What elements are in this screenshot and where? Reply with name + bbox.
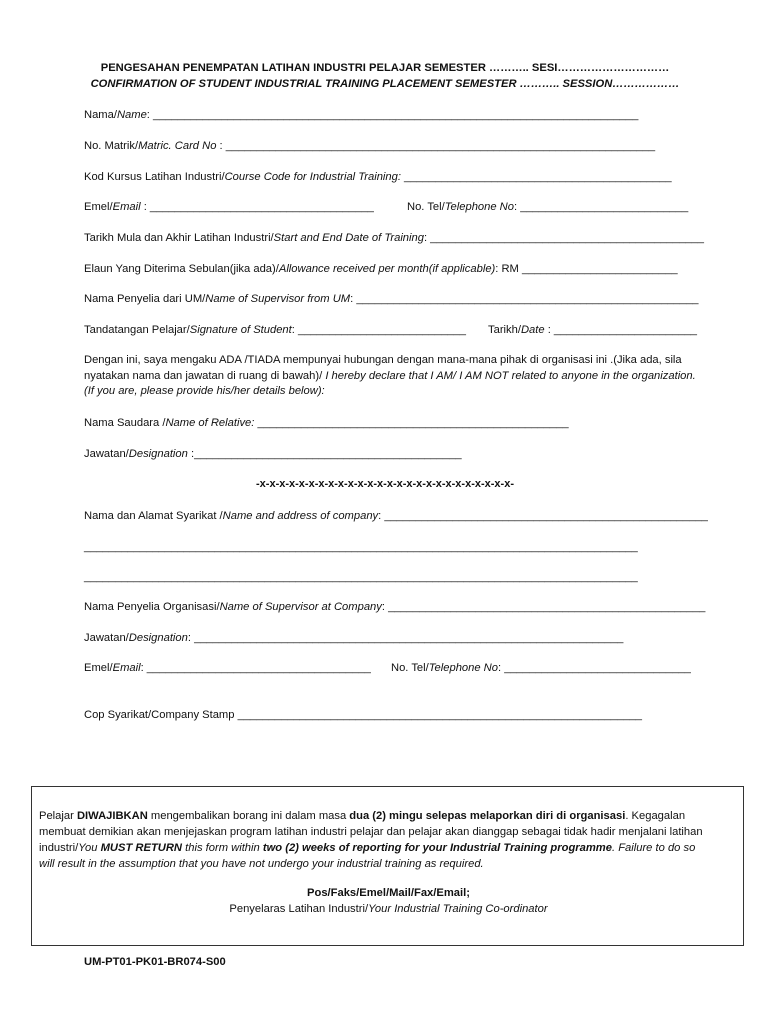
relative-designation-label-en: Designation: [128, 448, 188, 460]
company-supervisor-blank[interactable]: : ___________________________________________________: [381, 601, 706, 613]
declaration-line-1: Dengan ini, saya mengaku ADA /TIADA mempunyai hubungan dengan mana-mana pihak di organisasi ini .(Jika ada, sila: [84, 354, 682, 366]
notice-text: You: [78, 842, 101, 854]
course-blank[interactable]: ___________________________________________: [400, 171, 672, 183]
coordinator-en: Your Industrial Training Co-ordinator: [368, 903, 548, 915]
relative-name-label-en: Name of Relative:: [165, 417, 255, 429]
email-field[interactable]: [84, 200, 374, 214]
student-signature-field[interactable]: [84, 323, 466, 337]
allowance-blank[interactable]: : RM _________________________: [495, 263, 678, 275]
course-label-ms: Kod Kursus Latihan Industri/: [84, 171, 225, 183]
um-supervisor-label-en: Name of Supervisor from UM: [205, 293, 351, 305]
company-supervisor-label-en: Name of Supervisor at Company: [219, 601, 382, 613]
coordinator-line: [32, 903, 745, 915]
stamp-blank[interactable]: _________________________________________________________________: [234, 709, 643, 721]
company-blank[interactable]: : ____________________________________________________: [378, 510, 708, 522]
signature-label-en: Signature of Student: [189, 324, 292, 336]
notice-text: . Kegagalan: [625, 810, 686, 822]
company-supervisor-field[interactable]: [84, 600, 705, 614]
name-label-ms: Nama/: [84, 109, 117, 121]
name-label-en: Name: [116, 109, 147, 121]
notice-box: [31, 786, 744, 946]
company-designation-field[interactable]: [84, 631, 623, 645]
email-label-ms: Emel/: [84, 201, 113, 213]
notice-text: industri/: [39, 842, 79, 854]
phone-label-ms: No. Tel/: [407, 201, 445, 213]
coordinator-ms: Penyelaras Latihan Industri/: [229, 903, 369, 915]
notice-line-1: [39, 809, 739, 825]
declaration-line-2: [84, 369, 696, 383]
training-dates-field[interactable]: [84, 231, 704, 245]
declaration-line-3: [84, 384, 325, 398]
phone-blank[interactable]: : ___________________________: [514, 201, 689, 213]
notice-emphasis: DIWAJIBKAN: [76, 810, 148, 822]
notice-text: will result in the assumption that you have not undergo your industrial training as required.: [39, 858, 484, 870]
company-label-ms: Nama dan Alamat Syarikat /: [84, 510, 223, 522]
date-blank[interactable]: : _______________________: [544, 324, 698, 336]
notice-line-4: [39, 857, 739, 873]
name-field[interactable]: [84, 108, 638, 122]
relative-name-label-ms: Nama Saudara /: [84, 417, 166, 429]
company-phone-blank[interactable]: : ______________________________: [498, 662, 691, 674]
form-title: PENGESAHAN PENEMPATAN LATIHAN INDUSTRI PELAJAR SEMESTER ……….. SESI…………………………: [100, 62, 670, 74]
phone-field[interactable]: [407, 200, 688, 214]
matric-label-ms: No. Matrik/: [84, 140, 139, 152]
dates-blank[interactable]: : ____________________________________________: [423, 232, 704, 244]
notice-text: Pelajar: [39, 810, 77, 822]
phone-label-en: Telephone No: [444, 201, 514, 213]
company-name-address-field[interactable]: [84, 509, 708, 523]
course-label-en: Course Code for Industrial Training:: [224, 171, 401, 183]
relative-designation-blank[interactable]: :___________________________________________: [187, 448, 462, 460]
dates-label-en: Start and End Date of Training: [273, 232, 424, 244]
company-phone-label-en: Telephone No: [428, 662, 498, 674]
company-phone-field[interactable]: [391, 661, 691, 675]
um-supervisor-label-ms: Nama Penyelia dari UM/: [84, 293, 206, 305]
date-label-ms: Tarikh/: [488, 324, 521, 336]
relative-name-blank[interactable]: __________________________________________________: [254, 417, 569, 429]
course-code-field[interactable]: [84, 170, 672, 184]
company-label-en: Name and address of company: [222, 510, 379, 522]
notice-text: . Failure to do so: [611, 842, 696, 854]
stamp-label: Cop Syarikat/Company Stamp: [84, 709, 235, 721]
notice-emphasis: dua (2) mingu selepas melaporkan diri di organisasi: [349, 810, 626, 822]
company-designation-label-ms: Jawatan/: [84, 632, 129, 644]
company-phone-label-ms: No. Tel/: [391, 662, 429, 674]
company-address-line-3[interactable]: _________________________________________________________________________________________: [84, 571, 638, 583]
form-title-english: CONFIRMATION OF STUDENT INDUSTRIAL TRAINING PLACEMENT SEMESTER ……….. SESSION………………: [90, 78, 680, 90]
declaration-en-cont: (If you are, please provide his/her details below):: [84, 385, 325, 397]
email-blank[interactable]: : ____________________________________: [140, 201, 374, 213]
company-designation-blank[interactable]: : _____________________________________________________________________: [187, 632, 624, 644]
signature-date-field[interactable]: [488, 323, 697, 337]
notice-line-2: membuat demikian akan menjejaskan program latihan industri pelajar dan pelajar akan dianggap sebagai tidak hadir menjalani latihan: [39, 826, 703, 838]
allowance-label-ms: Elaun Yang Diterima Sebulan(jika ada)/: [84, 263, 279, 275]
relative-name-field[interactable]: [84, 416, 569, 430]
matric-label-en: Matric. Card No: [138, 140, 217, 152]
allowance-field[interactable]: [84, 262, 678, 276]
declaration-en: I hereby declare that I AM/ I AM NOT related to anyone in the organization.: [325, 370, 696, 382]
company-email-label-en: Email: [112, 662, 141, 674]
company-stamp-field[interactable]: [84, 708, 642, 722]
um-supervisor-field[interactable]: [84, 292, 699, 306]
company-email-field[interactable]: [84, 661, 371, 675]
notice-emphasis: MUST RETURN: [100, 842, 183, 854]
document-code: UM-PT01-PK01-BR074-S00: [84, 956, 226, 968]
signature-blank[interactable]: : ___________________________: [291, 324, 466, 336]
matric-blank[interactable]: : _____________________________________________________________________: [216, 140, 656, 152]
relative-designation-field[interactable]: [84, 447, 462, 461]
matric-field[interactable]: [84, 139, 655, 153]
name-blank[interactable]: : ______________________________________________________________________________: [146, 109, 639, 121]
company-address-line-2[interactable]: _________________________________________________________________________________________: [84, 541, 638, 553]
um-supervisor-blank[interactable]: : _______________________________________________________: [350, 293, 699, 305]
date-label-en: Date: [520, 324, 545, 336]
section-separator: -x-x-x-x-x-x-x-x-x-x-x-x-x-x-x-x-x-x-x-x-x-x-x-x-x-x-: [256, 478, 514, 490]
notice-text: this form within: [182, 842, 263, 854]
dates-label-ms: Tarikh Mula dan Akhir Latihan Industri/: [84, 232, 274, 244]
signature-label-ms: Tandatangan Pelajar/: [84, 324, 190, 336]
declaration-ms: nyatakan nama dan jawatan di ruang di bawah)/: [84, 370, 326, 382]
contact-methods: Pos/Faks/Emel/Mail/Fax/Email;: [307, 887, 470, 899]
company-email-blank[interactable]: : ____________________________________: [140, 662, 371, 674]
notice-text: mengembalikan borang ini dalam masa: [147, 810, 350, 822]
notice-line-3: [39, 841, 739, 857]
relative-designation-label-ms: Jawatan/: [84, 448, 129, 460]
company-designation-label-en: Designation: [128, 632, 188, 644]
email-label-en: Email: [112, 201, 141, 213]
company-supervisor-label-ms: Nama Penyelia Organisasi/: [84, 601, 220, 613]
allowance-label-en: Allowance received per month(if applicable): [278, 263, 496, 275]
company-email-label-ms: Emel/: [84, 662, 113, 674]
notice-emphasis: two (2) weeks of reporting for your Industrial Training programme: [262, 842, 612, 854]
